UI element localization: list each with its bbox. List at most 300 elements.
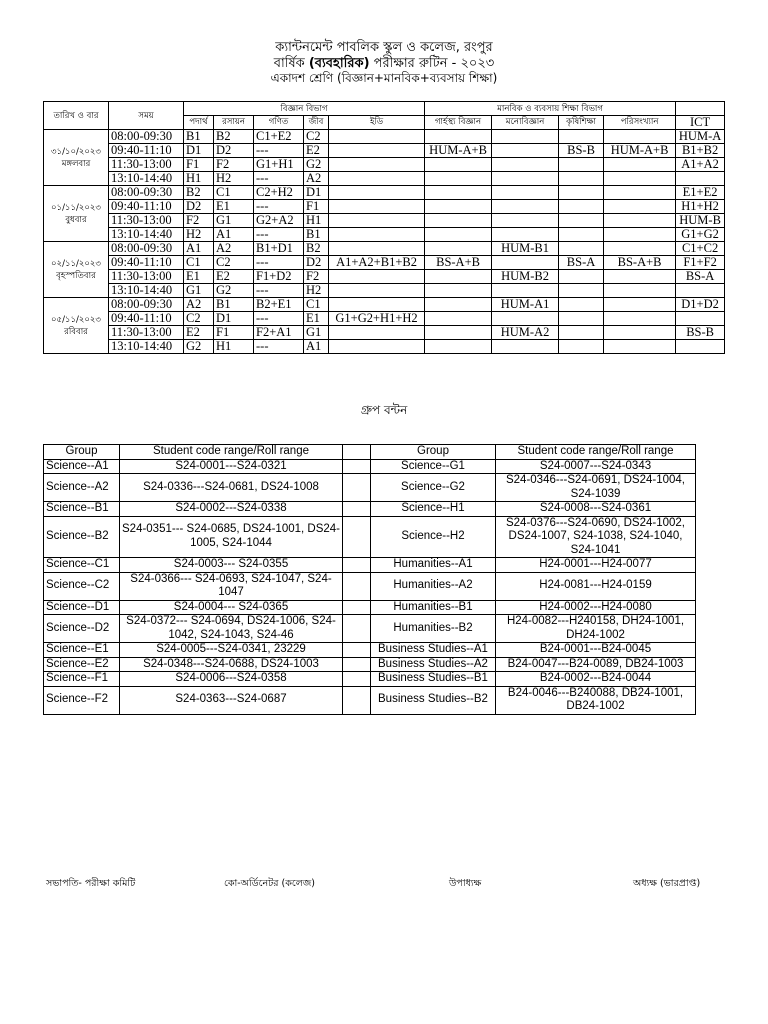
routine-cell <box>676 312 725 326</box>
groups-spacer <box>343 474 371 502</box>
routine-cell <box>559 130 604 144</box>
routine-cell: HUM-A1 <box>492 298 559 312</box>
range-header: Student code range/Roll range <box>120 445 343 460</box>
time-slot: 13:10-14:40 <box>109 340 184 354</box>
routine-cell <box>676 340 725 354</box>
signature-vice-principal: উপাধ্যক্ষ <box>449 878 482 889</box>
group-name: Science--C1 <box>44 558 120 573</box>
routine-cell <box>329 214 425 228</box>
group-name: Science--F2 <box>44 686 120 714</box>
routine-cell: C2 <box>304 130 329 144</box>
exam-weekday: রবিবার <box>64 326 88 337</box>
group-range: S24-0363---S24-0687 <box>120 686 343 714</box>
routine-cell <box>425 242 492 256</box>
routine-cell <box>604 326 676 340</box>
time-slot: 13:10-14:40 <box>109 172 184 186</box>
routine-cell: B2 <box>304 242 329 256</box>
routine-cell <box>329 200 425 214</box>
routine-cell: D2 <box>184 200 214 214</box>
routine-cell: H2 <box>304 284 329 298</box>
exam-routine-table <box>43 101 725 354</box>
exam-title-post: পরীক্ষার রুটিন - ২০২৩ <box>369 56 495 71</box>
routine-row <box>44 256 725 270</box>
routine-cell: HUM-B1 <box>492 242 559 256</box>
group-name: Humanities--B2 <box>371 615 496 643</box>
header-ict-spacer <box>676 102 725 116</box>
routine-cell <box>329 298 425 312</box>
routine-row <box>44 298 725 312</box>
time-slot: 08:00-09:30 <box>109 186 184 200</box>
signature-exam-committee: সভাপতি- পরীক্ষা কমিটি <box>46 878 136 889</box>
routine-cell: --- <box>254 144 304 158</box>
routine-cell <box>559 242 604 256</box>
routine-cell <box>604 130 676 144</box>
routine-cell: HUM-A <box>676 130 725 144</box>
routine-cell: --- <box>254 340 304 354</box>
routine-cell <box>604 242 676 256</box>
group-name: Business Studies--A2 <box>371 657 496 672</box>
routine-cell: A1 <box>214 228 254 242</box>
routine-row <box>44 200 725 214</box>
class-subtitle: একাদশ শ্রেণি (বিজ্ঞান+মানবিক+ব্যবসায় শিক্ষা) <box>270 71 498 85</box>
routine-cell: D1+D2 <box>676 298 725 312</box>
routine-cell <box>425 158 492 172</box>
routine-cell: --- <box>254 200 304 214</box>
routine-cell: B2 <box>214 130 254 144</box>
group-name: Science--D2 <box>44 615 120 643</box>
routine-cell: HUM-B <box>676 214 725 228</box>
routine-cell <box>329 242 425 256</box>
routine-cell <box>559 312 604 326</box>
time-slot: 13:10-14:40 <box>109 228 184 242</box>
routine-cell: --- <box>254 172 304 186</box>
group-row <box>44 600 696 615</box>
groups-spacer <box>343 672 371 687</box>
exam-weekday: বুধবার <box>65 214 87 225</box>
routine-cell: E2 <box>304 144 329 158</box>
routine-cell: B1+D1 <box>254 242 304 256</box>
routine-cell <box>492 228 559 242</box>
time-slot: 08:00-09:30 <box>109 298 184 312</box>
routine-cell <box>559 158 604 172</box>
groups-spacer <box>343 600 371 615</box>
routine-cell <box>604 172 676 186</box>
routine-cell: G1+G2 <box>676 228 725 242</box>
exam-date: ০৫/১১/২০২৩ <box>51 314 101 325</box>
routine-cell <box>492 186 559 200</box>
day-cell <box>44 186 109 242</box>
time-slot: 11:30-13:00 <box>109 270 184 284</box>
routine-cell <box>492 200 559 214</box>
routine-row <box>44 284 725 298</box>
group-name: Business Studies--A1 <box>371 643 496 658</box>
group-row <box>44 672 696 687</box>
routine-cell: A1+A2+B1+B2 <box>329 256 425 270</box>
routine-cell <box>559 284 604 298</box>
group-distribution-title: গ্রুপ বন্টন <box>360 403 408 417</box>
routine-cell: BS-B <box>676 326 725 340</box>
routine-row <box>44 214 725 228</box>
routine-row <box>44 186 725 200</box>
routine-cell: B1 <box>304 228 329 242</box>
routine-cell: F2+A1 <box>254 326 304 340</box>
routine-cell: G2+A2 <box>254 214 304 228</box>
group-range: S24-0005---S24-0341, 23229 <box>120 643 343 658</box>
group-row <box>44 502 696 517</box>
routine-cell <box>492 312 559 326</box>
group-name: Humanities--A2 <box>371 572 496 600</box>
day-cell <box>44 298 109 354</box>
group-range: H24-0081---H24-0159 <box>496 572 696 600</box>
group-range: S24-0004--- S24-0365 <box>120 600 343 615</box>
groups-spacer <box>343 558 371 573</box>
routine-cell: C1 <box>304 298 329 312</box>
group-name: Science--E2 <box>44 657 120 672</box>
routine-cell: BS-A+B <box>604 256 676 270</box>
routine-row <box>44 228 725 242</box>
subject-header: পদার্থ <box>184 116 214 130</box>
group-name: Business Studies--B2 <box>371 686 496 714</box>
group-distribution-table <box>43 444 696 715</box>
group-name: Science--H2 <box>371 516 496 558</box>
routine-cell: C2 <box>184 312 214 326</box>
group-range: S24-0003--- S24-0355 <box>120 558 343 573</box>
routine-cell: F2 <box>214 158 254 172</box>
group-range: S24-0366--- S24-0693, S24-1047, S24-1047 <box>120 572 343 600</box>
routine-cell: E2 <box>214 270 254 284</box>
routine-cell: F1 <box>214 326 254 340</box>
routine-cell <box>492 130 559 144</box>
routine-cell: H1 <box>184 172 214 186</box>
group-name: Science--D1 <box>44 600 120 615</box>
routine-row <box>44 144 725 158</box>
routine-cell: D1 <box>184 144 214 158</box>
routine-cell <box>492 144 559 158</box>
groups-spacer <box>343 572 371 600</box>
routine-cell: C1 <box>184 256 214 270</box>
subject-header: জীব <box>304 116 329 130</box>
routine-cell: F1+D2 <box>254 270 304 284</box>
routine-cell <box>559 172 604 186</box>
exam-date: ০১/১১/২০২৩ <box>51 202 101 213</box>
time-slot: 08:00-09:30 <box>109 130 184 144</box>
groups-spacer <box>343 502 371 517</box>
routine-cell <box>559 214 604 228</box>
routine-row <box>44 130 725 144</box>
routine-cell: --- <box>254 284 304 298</box>
routine-row <box>44 158 725 172</box>
group-row <box>44 516 696 558</box>
routine-cell: BS-A <box>676 270 725 284</box>
time-slot: 09:40-11:10 <box>109 312 184 326</box>
routine-cell: B2 <box>184 186 214 200</box>
groups-spacer <box>343 615 371 643</box>
routine-cell: G2 <box>184 340 214 354</box>
routine-cell <box>604 200 676 214</box>
routine-cell <box>604 340 676 354</box>
routine-cell <box>559 326 604 340</box>
groups-header-row <box>44 445 696 460</box>
group-row <box>44 558 696 573</box>
institution-name: ক্যান্টনমেন্ট পাবলিক স্কুল ও কলেজ, রংপুর <box>275 40 493 55</box>
header-date-day: তারিখ ও বার <box>44 102 109 130</box>
routine-cell: B2+E1 <box>254 298 304 312</box>
group-range: B24-0002---B24-0044 <box>496 672 696 687</box>
routine-cell <box>492 158 559 172</box>
subject-header: রসায়ন <box>214 116 254 130</box>
subject-header: গণিত <box>254 116 304 130</box>
routine-cell <box>559 200 604 214</box>
exam-weekday: বৃহস্পতিবার <box>56 270 96 281</box>
routine-cell <box>425 312 492 326</box>
routine-cell <box>604 158 676 172</box>
routine-cell <box>425 270 492 284</box>
routine-cell <box>329 228 425 242</box>
group-name: Business Studies--B1 <box>371 672 496 687</box>
groups-spacer <box>343 657 371 672</box>
routine-cell: E2 <box>184 326 214 340</box>
routine-cell: HUM-B2 <box>492 270 559 284</box>
group-range: H24-0001---H24-0077 <box>496 558 696 573</box>
group-range: S24-0002---S24-0338 <box>120 502 343 517</box>
routine-cell: HUM-A+B <box>604 144 676 158</box>
routine-cell <box>425 214 492 228</box>
group-range: H24-0002---H24-0080 <box>496 600 696 615</box>
group-header: Group <box>371 445 496 460</box>
routine-cell <box>559 298 604 312</box>
subject-header: কৃষিশিক্ষা <box>559 116 604 130</box>
routine-row <box>44 312 725 326</box>
routine-cell <box>425 228 492 242</box>
routine-cell: H2 <box>184 228 214 242</box>
routine-cell: A1 <box>184 242 214 256</box>
group-name: Humanities--A1 <box>371 558 496 573</box>
routine-cell <box>492 214 559 228</box>
routine-cell: A2 <box>184 298 214 312</box>
routine-cell: D1 <box>304 186 329 200</box>
routine-cell: B1+B2 <box>676 144 725 158</box>
time-slot: 11:30-13:00 <box>109 214 184 228</box>
routine-cell: HUM-A2 <box>492 326 559 340</box>
routine-header-row <box>44 102 725 116</box>
exam-title-bold: (ব্যবহারিক) <box>308 56 370 71</box>
routine-cell <box>329 144 425 158</box>
routine-row <box>44 270 725 284</box>
routine-cell: F2 <box>184 214 214 228</box>
group-range: S24-0351--- S24-0685, DS24-1001, DS24-1005, S24-1044 <box>120 516 343 558</box>
routine-cell: D2 <box>304 256 329 270</box>
group-name: Science--F1 <box>44 672 120 687</box>
routine-cell: D2 <box>214 144 254 158</box>
routine-cell: G1 <box>214 214 254 228</box>
time-slot: 09:40-11:10 <box>109 256 184 270</box>
group-row <box>44 686 696 714</box>
day-cell <box>44 242 109 298</box>
routine-cell <box>425 340 492 354</box>
routine-cell <box>492 172 559 186</box>
group-range: B24-0047---B24-0089, DB24-1003 <box>496 657 696 672</box>
day-cell <box>44 130 109 186</box>
routine-cell <box>425 284 492 298</box>
group-name: Science--G2 <box>371 474 496 502</box>
routine-cell: B1 <box>184 130 214 144</box>
groups-spacer <box>343 643 371 658</box>
routine-cell: C1 <box>214 186 254 200</box>
time-slot: 08:00-09:30 <box>109 242 184 256</box>
routine-cell <box>492 284 559 298</box>
group-range: H24-0082---H240158, DH24-1001, DH24-1002 <box>496 615 696 643</box>
routine-cell: G1+G2+H1+H2 <box>329 312 425 326</box>
routine-cell <box>676 284 725 298</box>
groups-spacer <box>343 686 371 714</box>
routine-cell <box>604 284 676 298</box>
routine-cell: E1 <box>184 270 214 284</box>
routine-cell: C1+C2 <box>676 242 725 256</box>
routine-cell: F1 <box>184 158 214 172</box>
routine-cell <box>329 326 425 340</box>
group-name: Science--C2 <box>44 572 120 600</box>
routine-cell: D1 <box>214 312 254 326</box>
routine-cell <box>425 172 492 186</box>
routine-row <box>44 326 725 340</box>
routine-cell: G2 <box>304 158 329 172</box>
group-range: S24-0372--- S24-0694, DS24-1006, S24-1042, S24-1043, S24-46 <box>120 615 343 643</box>
routine-cell <box>492 340 559 354</box>
routine-cell <box>604 312 676 326</box>
routine-cell: BS-A <box>559 256 604 270</box>
group-header: Group <box>44 445 120 460</box>
routine-cell: --- <box>254 228 304 242</box>
routine-cell <box>425 298 492 312</box>
subject-header: ইডি <box>329 116 425 130</box>
routine-cell: G1 <box>304 326 329 340</box>
routine-cell <box>425 130 492 144</box>
routine-cell <box>676 172 725 186</box>
routine-cell: G1+H1 <box>254 158 304 172</box>
routine-cell <box>425 200 492 214</box>
time-slot: 13:10-14:40 <box>109 284 184 298</box>
signature-principal: অধ্যক্ষ (ভারপ্রাপ্ত) <box>633 878 701 889</box>
exam-date: ৩১/১০/২০২৩ <box>51 146 101 157</box>
exam-weekday: মঙ্গলবার <box>61 158 91 169</box>
group-range: S24-0376---S24-0690, DS24-1002, DS24-1007, S24-1038, S24-1040, S24-1041 <box>496 516 696 558</box>
exam-date: ০২/১১/২০২৩ <box>51 258 101 269</box>
group-range: S24-0006---S24-0358 <box>120 672 343 687</box>
routine-cell <box>329 270 425 284</box>
group-name: Science--B1 <box>44 502 120 517</box>
routine-cell: H1 <box>304 214 329 228</box>
routine-cell: H1+H2 <box>676 200 725 214</box>
group-row <box>44 459 696 474</box>
groups-spacer <box>343 445 371 460</box>
header-hum-bus-dept: মানবিক ও ব্যবসায় শিক্ষা বিভাগ <box>425 102 676 116</box>
header-time: সময় <box>109 102 184 130</box>
routine-cell: E1 <box>214 200 254 214</box>
signature-coordinator: কো-অর্ডিনেটর (কলেজ) <box>224 878 315 889</box>
groups-spacer <box>343 516 371 558</box>
routine-cell <box>604 214 676 228</box>
group-range: S24-0008---S24-0361 <box>496 502 696 517</box>
routine-cell: A1+A2 <box>676 158 725 172</box>
routine-row <box>44 340 725 354</box>
routine-cell: --- <box>254 256 304 270</box>
routine-cell <box>604 186 676 200</box>
group-row <box>44 615 696 643</box>
routine-cell <box>329 172 425 186</box>
routine-cell: G1 <box>184 284 214 298</box>
routine-cell <box>559 270 604 284</box>
routine-cell: A2 <box>214 242 254 256</box>
routine-cell <box>604 228 676 242</box>
routine-cell: F2 <box>304 270 329 284</box>
routine-cell <box>604 270 676 284</box>
routine-cell: H2 <box>214 172 254 186</box>
time-slot: 11:30-13:00 <box>109 158 184 172</box>
exam-title-pre: বার্ষিক <box>273 56 309 71</box>
routine-cell <box>559 186 604 200</box>
routine-cell: BS-A+B <box>425 256 492 270</box>
routine-cell <box>329 340 425 354</box>
time-slot: 09:40-11:10 <box>109 144 184 158</box>
time-slot: 11:30-13:00 <box>109 326 184 340</box>
routine-cell: C2+H2 <box>254 186 304 200</box>
group-row <box>44 572 696 600</box>
group-range: S24-0346---S24-0691, DS24-1004, S24-1039 <box>496 474 696 502</box>
subject-header: মনোবিজ্ঞান <box>492 116 559 130</box>
routine-cell: --- <box>254 312 304 326</box>
routine-cell <box>559 340 604 354</box>
group-range: B24-0001---B24-0045 <box>496 643 696 658</box>
range-header: Student code range/Roll range <box>496 445 696 460</box>
time-slot: 09:40-11:10 <box>109 200 184 214</box>
group-name: Science--B2 <box>44 516 120 558</box>
routine-cell: E1 <box>304 312 329 326</box>
routine-cell: A1 <box>304 340 329 354</box>
routine-cell: F1+F2 <box>676 256 725 270</box>
routine-cell: C1+E2 <box>254 130 304 144</box>
routine-cell: H1 <box>214 340 254 354</box>
routine-cell <box>329 130 425 144</box>
routine-cell <box>425 186 492 200</box>
group-name: Science--H1 <box>371 502 496 517</box>
routine-cell: A2 <box>304 172 329 186</box>
routine-cell: HUM-A+B <box>425 144 492 158</box>
routine-cell: F1 <box>304 200 329 214</box>
routine-cell <box>559 228 604 242</box>
routine-cell: BS-B <box>559 144 604 158</box>
group-range: S24-0336---S24-0681, DS24-1008 <box>120 474 343 502</box>
routine-cell <box>329 284 425 298</box>
group-row <box>44 474 696 502</box>
subject-header: পরিসংখ্যান <box>604 116 676 130</box>
routine-cell <box>329 158 425 172</box>
routine-cell <box>492 256 559 270</box>
routine-cell <box>604 298 676 312</box>
group-range: B24-0046---B240088, DB24-1001, DB24-1002 <box>496 686 696 714</box>
group-name: Science--E1 <box>44 643 120 658</box>
header-science-dept: বিজ্ঞান বিভাগ <box>184 102 425 116</box>
subject-header: গার্হস্থ্য বিজ্ঞান <box>425 116 492 130</box>
group-row <box>44 643 696 658</box>
group-range: S24-0348---S24-0688, DS24-1003 <box>120 657 343 672</box>
routine-cell: C2 <box>214 256 254 270</box>
group-name: Science--A1 <box>44 459 120 474</box>
routine-cell <box>425 326 492 340</box>
groups-spacer <box>343 459 371 474</box>
routine-row <box>44 172 725 186</box>
group-range: S24-0007---S24-0343 <box>496 459 696 474</box>
group-name: Science--A2 <box>44 474 120 502</box>
